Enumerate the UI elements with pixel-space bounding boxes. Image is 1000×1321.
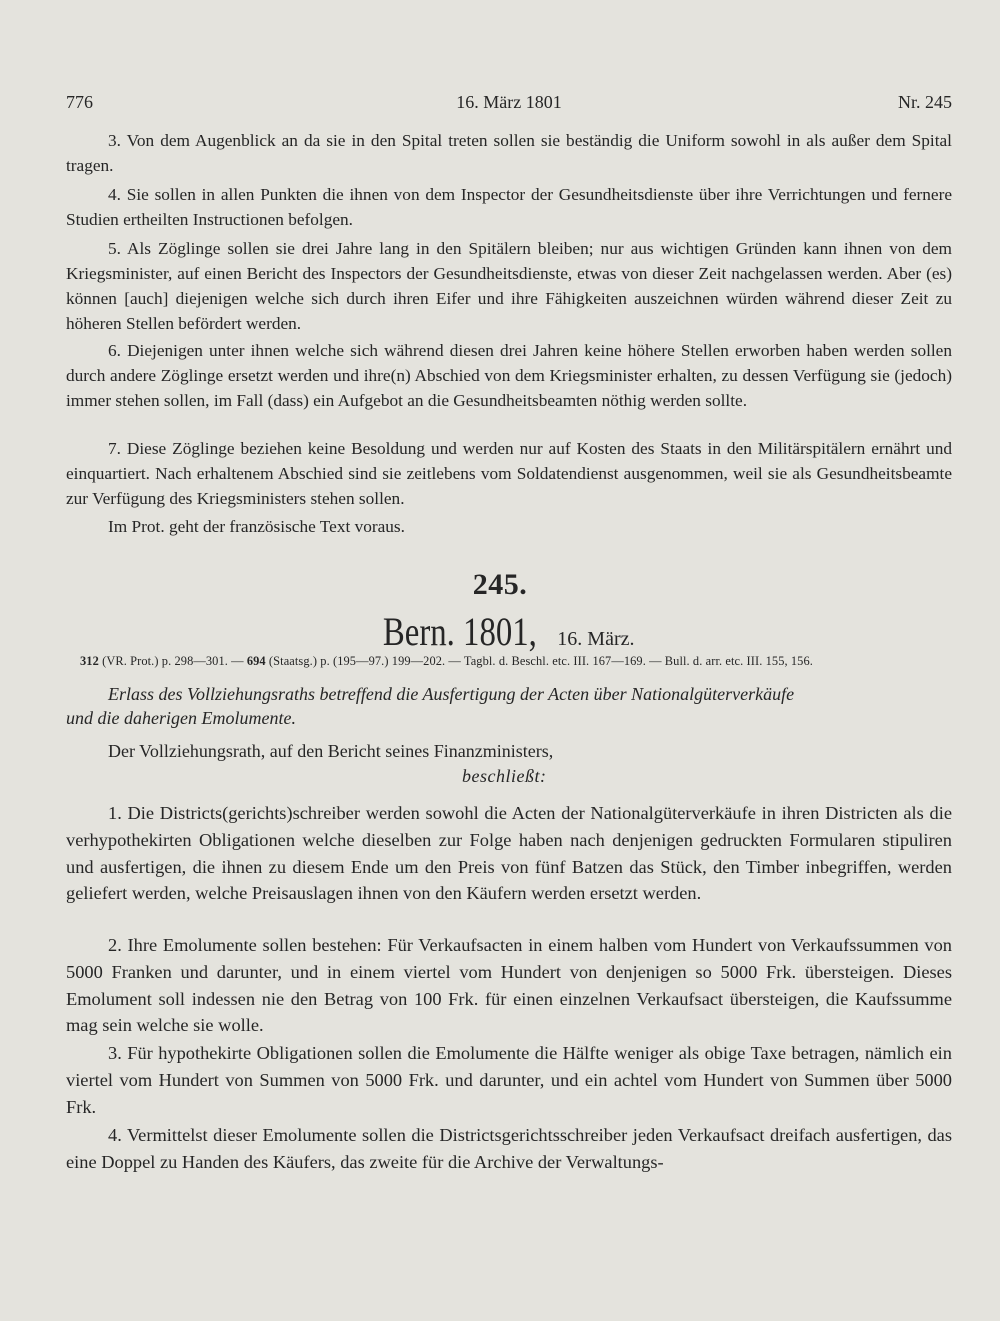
place-year: Bern. 1801, <box>382 609 537 654</box>
protocol-note: Im Prot. geht der französische Text voraus. <box>108 517 405 536</box>
source-references <box>80 652 940 670</box>
paragraph-6: 6. Diejenigen unter ihnen welche sich während diesen drei Jahren keine höhere Stellen erworben haben werden sollen durch andere Zöglinge ersetzt werden und ihre(n) Abschied von dem Kriegsminister erhalten, zu dessen Verfügung sie (jedoch) immer stehen sollen, im Fall (dass) ein Aufgebot an die Gesundheitsbeamten nöthig werden sollte. <box>66 341 952 410</box>
header-date: 16. März 1801 <box>456 92 562 112</box>
ref-text-a: (VR. Prot.) p. 298—301. — <box>98 654 247 668</box>
lead-sentence: Der Vollziehungsrath, auf den Bericht seines Finanzministers, <box>108 741 554 761</box>
article-3: 3. Für hypothekirte Obligationen sollen die Emolumente die Hälfte weniger als obige Taxe betragen, nämlich ein viertel vom Hundert von Summen von 5000 Frk. und darunter, und ein achtel vom Hundert von Summen über 5000 Frk. <box>66 1043 952 1117</box>
paragraph-7: 7. Diese Zöglinge beziehen keine Besoldung und werden nur auf Kosten des Staats in den Militärspitälern ernährt und einquartiert. Nach erhaltenem Abschied sind sie zeitlebens vom Soldatendienst ausgenommen, weil sie als Gesundheitsbeamte zur Verfügung des Kriegsministers stehen sollen. <box>66 439 952 508</box>
running-header <box>66 92 952 118</box>
paragraph-5: 5. Als Zöglinge sollen sie drei Jahre lang in den Spitälern bleiben; nur aus wichtigen Gründen kann ihnen von dem Kriegsminister, auf einen Bericht des Inspectors der Gesundheitsdienste, etwas von dieser Zeit nachgelassen werden. Aber (es) können [auch] diejenigen welche sich durch ihren Eifer und ihre Fähigkeiten auszeichnen würden während dieser Zeit zu höheren Stellen befördert werden. <box>66 239 952 333</box>
paragraph-3: 3. Von dem Augenblick an da sie in den Spital treten sollen sie beständig die Uniform sowohl in als außer dem Spital tragen. <box>66 131 952 175</box>
document-title <box>66 682 952 730</box>
ref-number-b: 694 <box>246 654 266 668</box>
resolves-heading: beschließt: <box>462 766 547 786</box>
article-4: 4. Vermittelst dieser Emolumente sollen die Districtsgerichtsschreiber jeden Verkaufsact dreifach ausfertigen, das eine Doppel zu Handen des Käufers, das zweite für die Archive der Verwaltungs- <box>66 1125 952 1172</box>
page-number: 776 <box>66 92 93 112</box>
header-doc-ref: Nr. 245 <box>898 92 952 112</box>
title-line-1: Erlass des Vollziehungsraths betreffend die Ausfertigung der Acten über Nationalgüterverkäufe <box>108 684 795 704</box>
document-place-date <box>0 608 1000 655</box>
article-2: 2. Ihre Emolumente sollen bestehen: Für Verkaufsacten in einem halben vom Hundert von Verkaufssummen von 5000 Franken und darunter, und in einem viertel vom Hundert von denjenigen so 5000 Frk. übersteigen. Dieses Emolument soll indessen nie den Betrag von 100 Frk. für einen einzelnen Verkaufsact übersteigen, die Kaufssumme mag sein welche sie wolle. <box>66 935 952 1036</box>
ref-text-b: (Staatsg.) p. (195—97.) 199—202. — Tagbl. d. Beschl. etc. III. 167—169. — Bull. d. arr. etc. III. 155, 156. <box>265 654 813 668</box>
title-line-2: und die daherigen Emolumente. <box>66 708 296 728</box>
article-1: 1. Die Districts(gerichts)schreiber werden sowohl die Acten der Nationalgüterverkäufe in ihren Districten als die verhypothekirten Obligationen welche dieselben zur Folge haben nach denjenigen gedruckten Formularen stipuliren und ausfertigen, die ihnen zu diesem Ende um den Preis von fünf Batzen das Stück, den Timber inbegriffen, werden geliefert werden, welche Preisauslagen ihnen von den Käufern werden ersetzt werden. <box>66 803 952 904</box>
paragraph-4: 4. Sie sollen in allen Punkten die ihnen von dem Inspector der Gesundheitsdienste über ihre Verrichtungen und fernere Studien ertheilten Instructionen befolgen. <box>66 185 952 229</box>
document-number: 245. <box>472 568 528 601</box>
ref-number-a: 312 <box>80 654 99 668</box>
day-month: 16. März. <box>557 628 635 650</box>
